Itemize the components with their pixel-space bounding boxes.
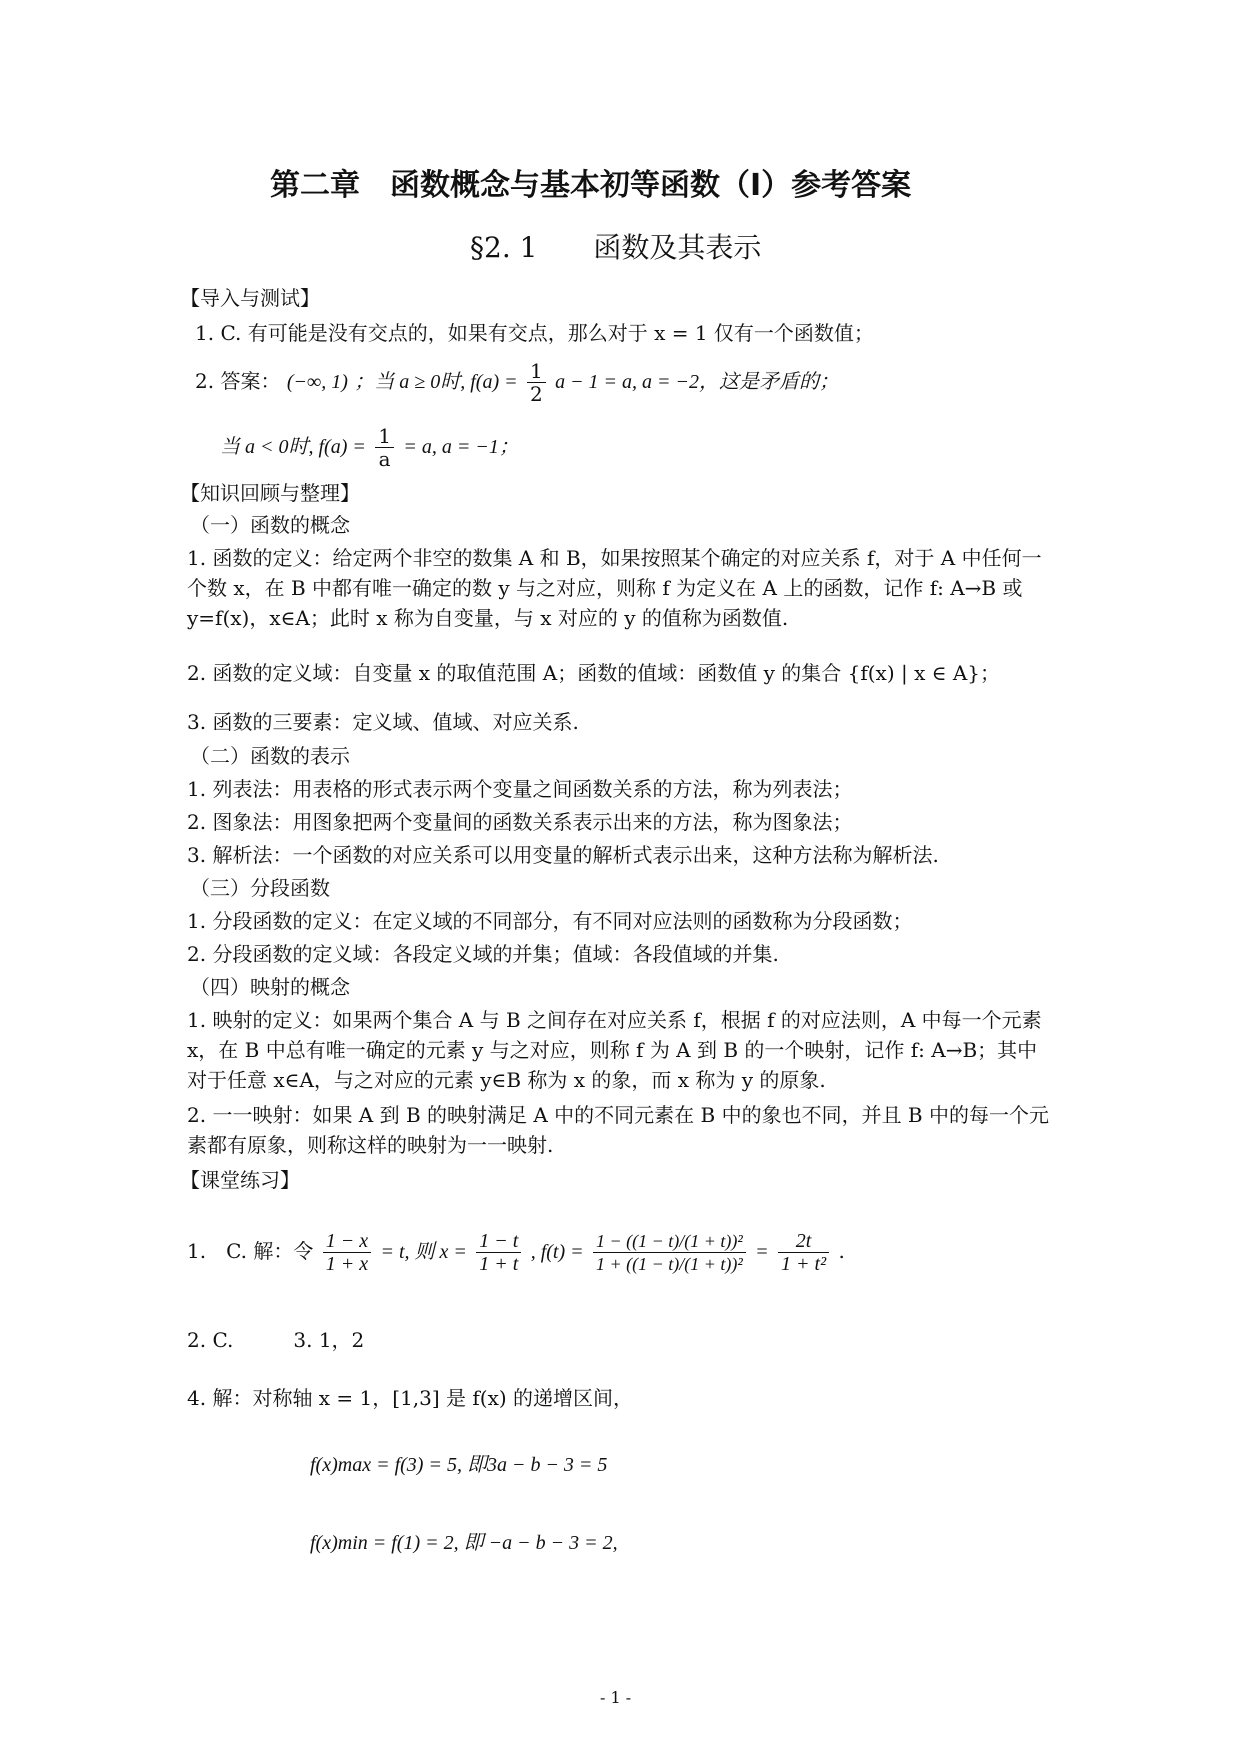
review-sub2-p3: 3. 解析法：一个函数的对应关系可以用变量的解析式表示出来，这种方法称为解析法. <box>187 843 939 867</box>
review-sub1: （一）函数的概念 <box>190 513 350 537</box>
practice-q4-line-3: f(x)min = f(1) = 2, 即 −a − b − 3 = 2, <box>310 1532 618 1554</box>
review-sub4-p2: 2. 一一映射：如果 A 到 B 的映射满足 A 中的不同元素在 B 中的象也不同，并且 B 中的每一个元素都有原象，则称这样的映射为一一映射. <box>187 1103 1049 1157</box>
review-sub1-p2: 2. 函数的定义域：自变量 x 的取值范围 A；函数的值域：函数值 y 的集合 {f(x) | x ∈ A}； <box>187 661 1001 685</box>
intro-q2-case1-b: a − 1 = a, a = −2，这是矛盾的； <box>555 371 840 393</box>
review-sub2-p2: 2. 图象法：用图象把两个变量间的函数关系表示出来的方法，称为图象法； <box>187 810 853 834</box>
intro-q2-case2-fraction <box>375 425 394 470</box>
fraction-denominator: a <box>378 447 391 471</box>
practice-q1-fraction-2 <box>476 1230 521 1275</box>
practice-q1-mid-2: , f(t) = <box>530 1241 584 1263</box>
fraction-denominator: 1 + x <box>325 1253 369 1275</box>
review-sub1-p3: 3. 函数的三要素：定义域、值域、对应关系. <box>187 710 579 734</box>
review-sub3: （三）分段函数 <box>190 876 330 900</box>
intro-q2-case1-fraction <box>527 360 546 405</box>
fraction-numerator: 1 − t <box>476 1230 521 1253</box>
fraction-numerator: 2t <box>778 1230 829 1253</box>
fraction-numerator: 1 − x <box>323 1230 371 1253</box>
intro-q2-range: (−∞, 1) <box>286 371 348 393</box>
intro-q1: 1. C. 有可能是没有交点的，如果有交点，那么对于 x = 1 仅有一个函数值； <box>195 321 874 345</box>
heading-practice: 【课堂练习】 <box>180 1168 300 1192</box>
review-sub2-p1: 1. 列表法：用表格的形式表示两个变量之间函数关系的方法，称为列表法； <box>187 777 853 801</box>
page-number: - 1 - <box>600 1688 632 1707</box>
heading-intro: 【导入与测试】 <box>180 286 320 310</box>
practice-q1-fraction-4 <box>778 1230 829 1275</box>
practice-q1-mid-1: = t, 则 x = <box>380 1241 467 1263</box>
page-title: 第二章 函数概念与基本初等函数（Ⅰ）参考答案 <box>270 168 912 203</box>
practice-q1 <box>187 1230 845 1275</box>
practice-q1-equals: = <box>755 1241 769 1263</box>
fraction-numerator: 1 <box>527 360 546 383</box>
intro-q2-case2 <box>220 425 519 470</box>
heading-review: 【知识回顾与整理】 <box>180 481 360 505</box>
intro-q2-case2-b: = a, a = −1； <box>403 436 519 458</box>
fraction-numerator: 1 <box>375 425 394 448</box>
review-sub4-p1: 1. 映射的定义：如果两个集合 A 与 B 之间存在对应关系 f，根据 f 的对应法则，A 中每一个元素 x，在 B 中总有唯一确定的元素 y 与之对应，则称 f 为 A 到 B 的一个映射，记作 f: A→B；其中对于任意 x∈A，与之对应的元素 y∈B 称为 x 的象，而 x 称为 y 的原象. <box>187 1008 1042 1092</box>
practice-q4-line-2: f(x)max = f(3) = 5, 即3a − b − 3 = 5 <box>310 1454 608 1476</box>
review-sub4: （四）映射的概念 <box>190 975 350 999</box>
practice-q1-prefix: 1. C. 解：令 <box>187 1239 314 1263</box>
practice-q1-fraction-1 <box>323 1230 371 1275</box>
fraction-denominator: 1 + ((1 − t)/(1 + t))² <box>596 1254 743 1274</box>
review-sub3-p1: 1. 分段函数的定义：在定义域的不同部分，有不同对应法则的函数称为分段函数； <box>187 909 913 933</box>
review-sub3-p2: 2. 分段函数的定义域：各段定义域的并集；值域：各段值域的并集. <box>187 942 779 966</box>
fraction-denominator: 1 + t² <box>781 1253 827 1275</box>
review-sub1-p1: 1. 函数的定义：给定两个非空的数集 A 和 B，如果按照某个确定的对应关系 f，对于 A 中任何一个数 x，在 B 中都有唯一确定的数 y 与之对应，则称 f 为定义在 A 上的函数，记作 f: A→B 或 y=f(x)，x∈A；此时 x 称为自变量，与 x 对应的 y 的值称为函数值. <box>187 546 1042 630</box>
fraction-numerator: 1 − ((1 − t)/(1 + t))² <box>593 1230 746 1253</box>
section-title: §2. 1 函数及其表示 <box>470 231 762 264</box>
fraction-denominator: 1 + t <box>479 1253 519 1275</box>
intro-q2 <box>195 360 839 405</box>
practice-q1-end: . <box>838 1239 845 1263</box>
practice-q2-q3: 2. C. 3. 1，2 <box>187 1328 365 1352</box>
practice-q4-line-1: 4. 解：对称轴 x = 1，[1,3] 是 f(x) 的递增区间， <box>187 1386 634 1410</box>
practice-q1-fraction-3 <box>593 1230 746 1275</box>
fraction-denominator: 2 <box>529 382 543 406</box>
intro-q2-case2-a: 当 a < 0时, f(a) = <box>220 436 366 458</box>
intro-q2-case1-a: ；当 a ≥ 0时, f(a) = <box>354 371 518 393</box>
review-sub2: （二）函数的表示 <box>190 744 350 768</box>
intro-q2-prefix: 2. 答案： <box>195 369 281 393</box>
